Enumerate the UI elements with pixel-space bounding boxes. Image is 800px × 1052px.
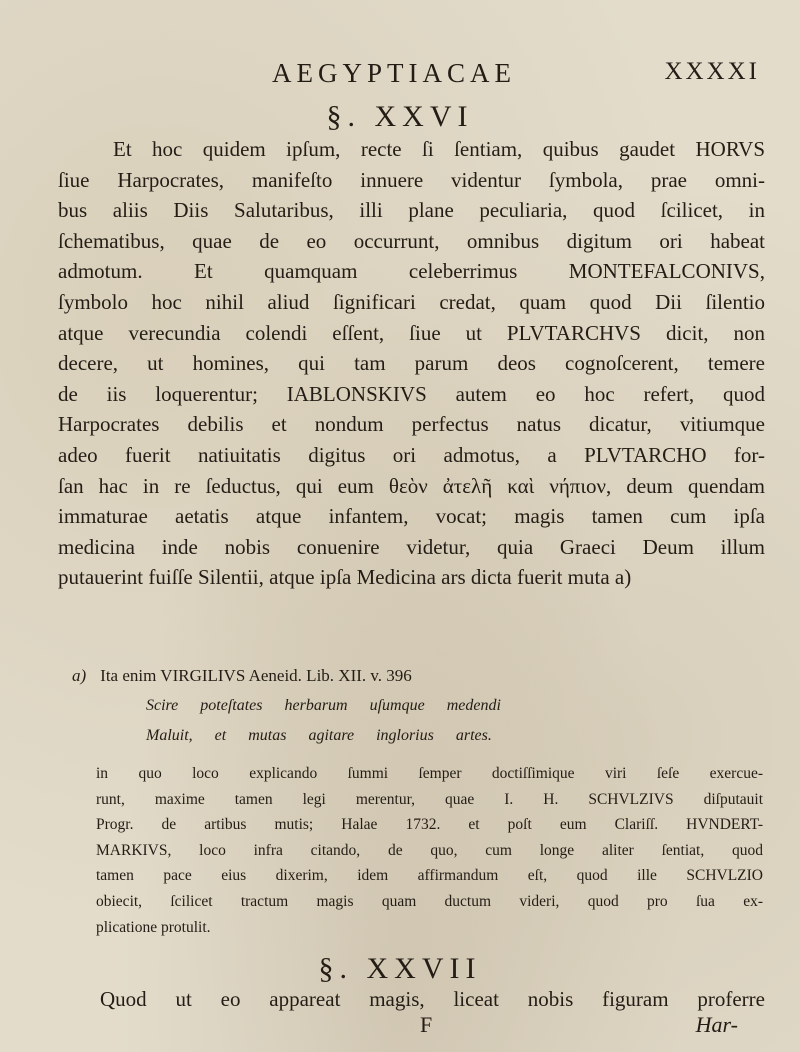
footnote-text <box>96 761 763 940</box>
footnote-line: tamen pace eius dixerim, idem affirmandum eſt, quod ille SCHVLZIO <box>96 867 763 885</box>
catchword: Har- <box>695 1012 738 1037</box>
footnote-line: obiecit, ſcilicet tractum magis quam ductum videri, quod pro ſua ex- <box>96 892 763 910</box>
footnote-line: plicatione protulit. <box>96 918 211 936</box>
footnote-citation: Ita enim VIRGILIVS Aeneid. Lib. XII. v. 396 <box>100 666 412 685</box>
quoted-verse-2: Maluit, et mutas agitare inglorius artes. <box>146 727 492 744</box>
text-line: decere, ut homines, qui tam parum deos cognoſcerent, temere <box>58 351 765 376</box>
section-heading-26: §. XXVI <box>326 100 474 133</box>
footnote-label: a) <box>72 666 87 685</box>
text-line: bus aliis Diis Salutaribus, illi plane peculiaria, quod ſcilicet, in <box>58 198 765 223</box>
text-line: adeo fuerit natiuitatis digitus ori admotus, a PLVTARCHO for- <box>58 442 765 467</box>
text-line: admotum. Et quamquam celeberrimus MONTEFALCONIVS, <box>58 259 765 284</box>
text-line: immaturae aetatis atque infantem, vocat; magis tamen cum ipſa <box>58 504 765 529</box>
text-line: atque verecundia colendi eſſent, ſiue ut PLVTARCHVS dicit, non <box>58 320 765 345</box>
text-line: ſymbolo hoc nihil aliud ſignificari credat, quam quod Dii ſilentio <box>58 289 765 314</box>
footnote-line: runt, maxime tamen legi merentur, quae I. H. SCHVLZIVS diſputauit <box>96 790 763 808</box>
running-head: AEGYPTIACAE <box>272 58 516 88</box>
footnote-line: Progr. de artibus mutis; Halae 1732. et poſt eum Clariſſ. HVNDERT- <box>96 816 763 834</box>
footnote-line: MARKIVS, loco infra citando, de quo, cum longe aliter ſentiat, quod <box>96 841 763 859</box>
text-line: Harpocrates debilis et nondum perfectus natus dicatur, vitiumque <box>58 412 765 437</box>
section-heading-27: §. XXVII <box>318 952 482 985</box>
signature-mark: F <box>420 1012 433 1037</box>
closing-text <box>58 984 765 1015</box>
text-line: de iis loquerentur; IABLONSKIVS autem eo hoc refert, quod <box>58 381 765 406</box>
page-header <box>0 58 800 98</box>
page-number: XXXXI <box>664 58 760 85</box>
footnote-line: in quo loco explicando ſummi ſemper doctiſſimique viri ſeſe exercue- <box>96 765 763 782</box>
text-line: Quod ut eo appareat magis, liceat nobis figuram proferre <box>100 987 765 1011</box>
text-line: ſchematibus, quae de eo occurrunt, omnibus digitum ori habeat <box>58 228 765 253</box>
text-line: ſan hac in re ſeductus, qui eum θεὸν ἀτελῆ καὶ νήπιον, deum quendam <box>58 473 765 498</box>
text-line: Et hoc quidem ipſum, recte ſi ſentiam, quibus gaudet HORVS <box>113 137 765 161</box>
quoted-verse-1: Scire poteſtates herbarum uſumque medendi <box>146 697 501 714</box>
main-text <box>58 134 765 593</box>
text-line: ſiue Harpocrates, manifeſto innuere videntur ſymbola, prae omni- <box>58 167 765 192</box>
footnote-intro <box>72 666 412 686</box>
text-line: putauerint fuiſſe Silentii, atque ipſa Medicina ars dicta fuerit muta a) <box>58 565 632 590</box>
text-line: medicina inde nobis conuenire videtur, quia Graeci Deum illum <box>58 534 765 559</box>
